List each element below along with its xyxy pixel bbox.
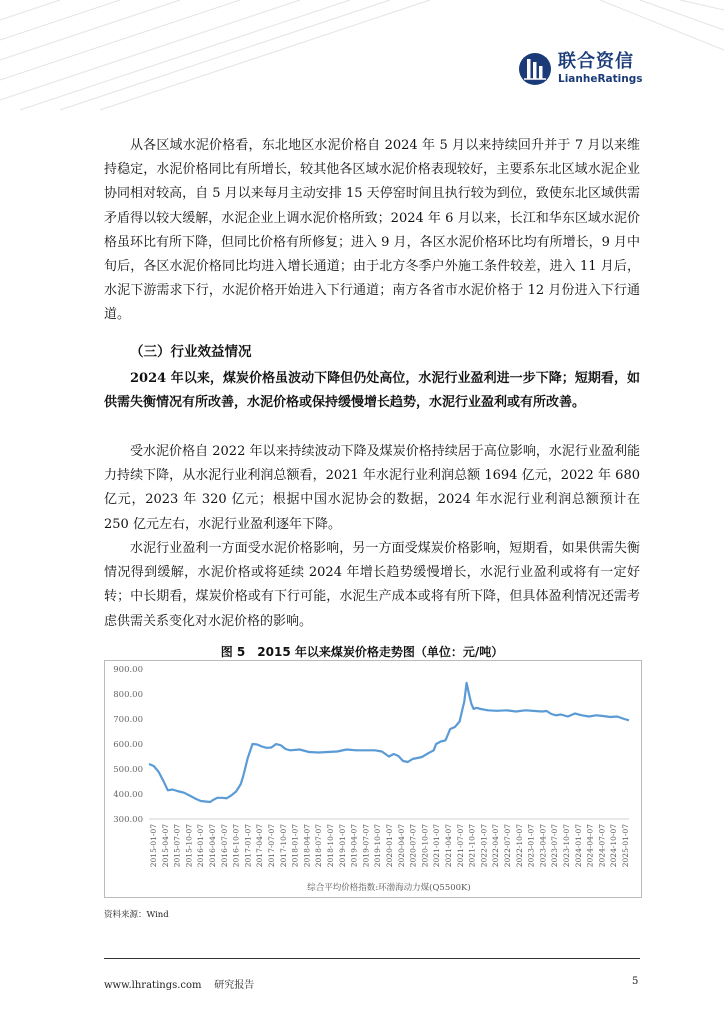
brand-logo (518, 52, 642, 86)
x-tick-label: 2019-01-07 (337, 824, 347, 868)
x-tick-label: 2021-10-07 (467, 824, 477, 868)
coal-price-chart (105, 661, 641, 897)
x-tick-label: 2023-01-07 (526, 824, 536, 868)
lianhe-logo-icon (518, 52, 552, 86)
paragraph-profit-history: 受水泥价格自 2022 年以来持续波动下降及煤炭价格持续居于高位影响，水泥行业盈利能力持续下降，从水泥行业利润总额看，2021 年水泥行业利润总额 1694 亿元，2022 年 680 亿元，2023 年 320 亿元；根据中国水泥协会的数据，2024 年水泥行业利润总额预计在 250 亿元左右，水泥行业盈利逐年下降。 (104, 444, 640, 532)
x-tick-label: 2020-04-07 (396, 824, 406, 868)
figure-title: 图 5 2015 年以来煤炭价格走势图（单位：元/吨） (220, 645, 504, 659)
footer-website: www.lhratings.com (104, 980, 202, 991)
x-tick-label: 2019-10-07 (373, 824, 383, 868)
series-line (149, 683, 629, 802)
paragraph-profit-outlook: 水泥行业盈利一方面受水泥价格影响，另一方面受煤炭价格影响，短期看，如果供需失衡情况得到缓解，水泥价格或将延续 2024 年增长趋势缓慢增长，水泥行业盈利或将有一定好转；中长期看，煤炭价格或有下行可能，水泥生产成本或将有所下降，但具体盈利情况还需考虑供需关系变化对水泥价格的影响。 (104, 541, 640, 629)
x-tick-label: 2016-04-07 (208, 824, 217, 868)
x-tick-label: 2016-10-07 (231, 824, 241, 868)
x-tick-label: 2022-10-07 (514, 824, 524, 868)
page-number: 5 (632, 976, 639, 987)
y-tick-label: 800.00 (113, 690, 143, 700)
x-tick-label: 2024-01-07 (573, 824, 583, 868)
brand-name-en: LianheRatings (558, 73, 643, 86)
x-tick-label: 2025-01-07 (621, 824, 630, 868)
x-tick-label: 2022-07-07 (503, 824, 512, 868)
paragraph-regional-prices: 从各区域水泥价格看，东北地区水泥价格自 2024 年 5 月以来持续回升并于 7 月以来维持稳定，水泥价格同比有所增长，较其他各区域水泥价格表现较好，主要系东北区域水泥企业协同相对较高，自 5 月以来每月主动安排 15 天停窑时间且执行较为到位，致使东北区域供需矛盾得以较大缓解，水泥企业上调水泥价格所致；2024 年 6 月以来，长江和华东区域水泥价格虽环比有所下降，但同比价格有所修复；进入 9 月，各区水泥价格环比均有所增长，9 月中旬后，各区水泥价格同比均进入增长通道；由于北方冬季户外施工条件较差，进入 11 月后，水泥下游需求下行，水泥价格开始进入下行通道；南方各省市水泥价格于 12 月份进入下行通道。 (104, 138, 640, 323)
coal-price-chart-frame (104, 660, 642, 898)
x-tick-label: 2019-07-07 (361, 824, 371, 868)
x-tick-label: 2024-10-07 (609, 824, 619, 868)
x-tick-label: 2020-10-07 (420, 824, 430, 868)
x-tick-label: 2017-10-07 (278, 824, 288, 868)
x-tick-label: 2018-07-07 (314, 824, 324, 868)
legend-label: 综合平均价格指数:环渤海动力煤(Q5500K) (307, 883, 471, 893)
x-tick-label: 2018-04-07 (302, 824, 312, 868)
x-tick-label: 2021-01-07 (432, 824, 442, 868)
section-heading: （三）行业效益情况 (130, 344, 252, 360)
x-tick-label: 2023-10-07 (562, 824, 571, 868)
x-tick-label: 2015-10-07 (184, 824, 194, 868)
x-tick-label: 2020-07-07 (408, 824, 418, 868)
x-tick-label: 2017-07-07 (267, 824, 276, 868)
x-tick-label: 2018-10-07 (326, 824, 335, 868)
y-tick-label: 500.00 (113, 765, 143, 775)
x-tick-label: 2016-01-07 (196, 824, 206, 868)
footer-doc-type: 研究报告 (214, 980, 255, 991)
y-tick-label: 400.00 (113, 790, 143, 800)
x-tick-label: 2015-04-07 (160, 824, 170, 868)
brand-name-cn: 联合资信 (558, 51, 634, 73)
x-tick-label: 2015-07-07 (172, 824, 182, 868)
x-tick-label: 2017-04-07 (255, 824, 265, 868)
x-tick-label: 2022-01-07 (479, 824, 489, 868)
x-tick-label: 2020-01-07 (385, 824, 394, 868)
y-tick-label: 900.00 (113, 665, 143, 675)
y-tick-label: 600.00 (113, 740, 143, 750)
data-source: 资料来源：Wind (104, 910, 169, 920)
x-tick-label: 2017-01-07 (243, 824, 253, 868)
x-tick-label: 2016-07-07 (219, 824, 229, 868)
x-tick-label: 2018-01-07 (290, 824, 300, 868)
x-tick-label: 2022-04-07 (491, 824, 501, 868)
y-tick-label: 300.00 (113, 815, 143, 825)
footer-site (104, 976, 254, 991)
x-tick-label: 2021-07-07 (455, 824, 465, 868)
x-tick-label: 2023-07-07 (550, 824, 560, 868)
paragraph-summary-bold: 2024 年以来，煤炭价格虽波动下降但仍处高位，水泥行业盈利进一步下降；短期看，如供需失衡情况有所改善，水泥价格或保持缓慢增长趋势，水泥行业盈利或有所改善。 (104, 371, 640, 411)
x-tick-label: 2021-04-07 (444, 824, 453, 868)
x-tick-label: 2023-04-07 (538, 824, 548, 868)
x-tick-label: 2024-04-07 (585, 824, 595, 868)
footer-divider (104, 958, 640, 959)
x-tick-label: 2019-04-07 (349, 824, 359, 868)
x-tick-label: 2024-07-07 (597, 824, 607, 868)
y-tick-label: 700.00 (113, 715, 143, 725)
x-tick-label: 2015-01-07 (149, 824, 158, 868)
